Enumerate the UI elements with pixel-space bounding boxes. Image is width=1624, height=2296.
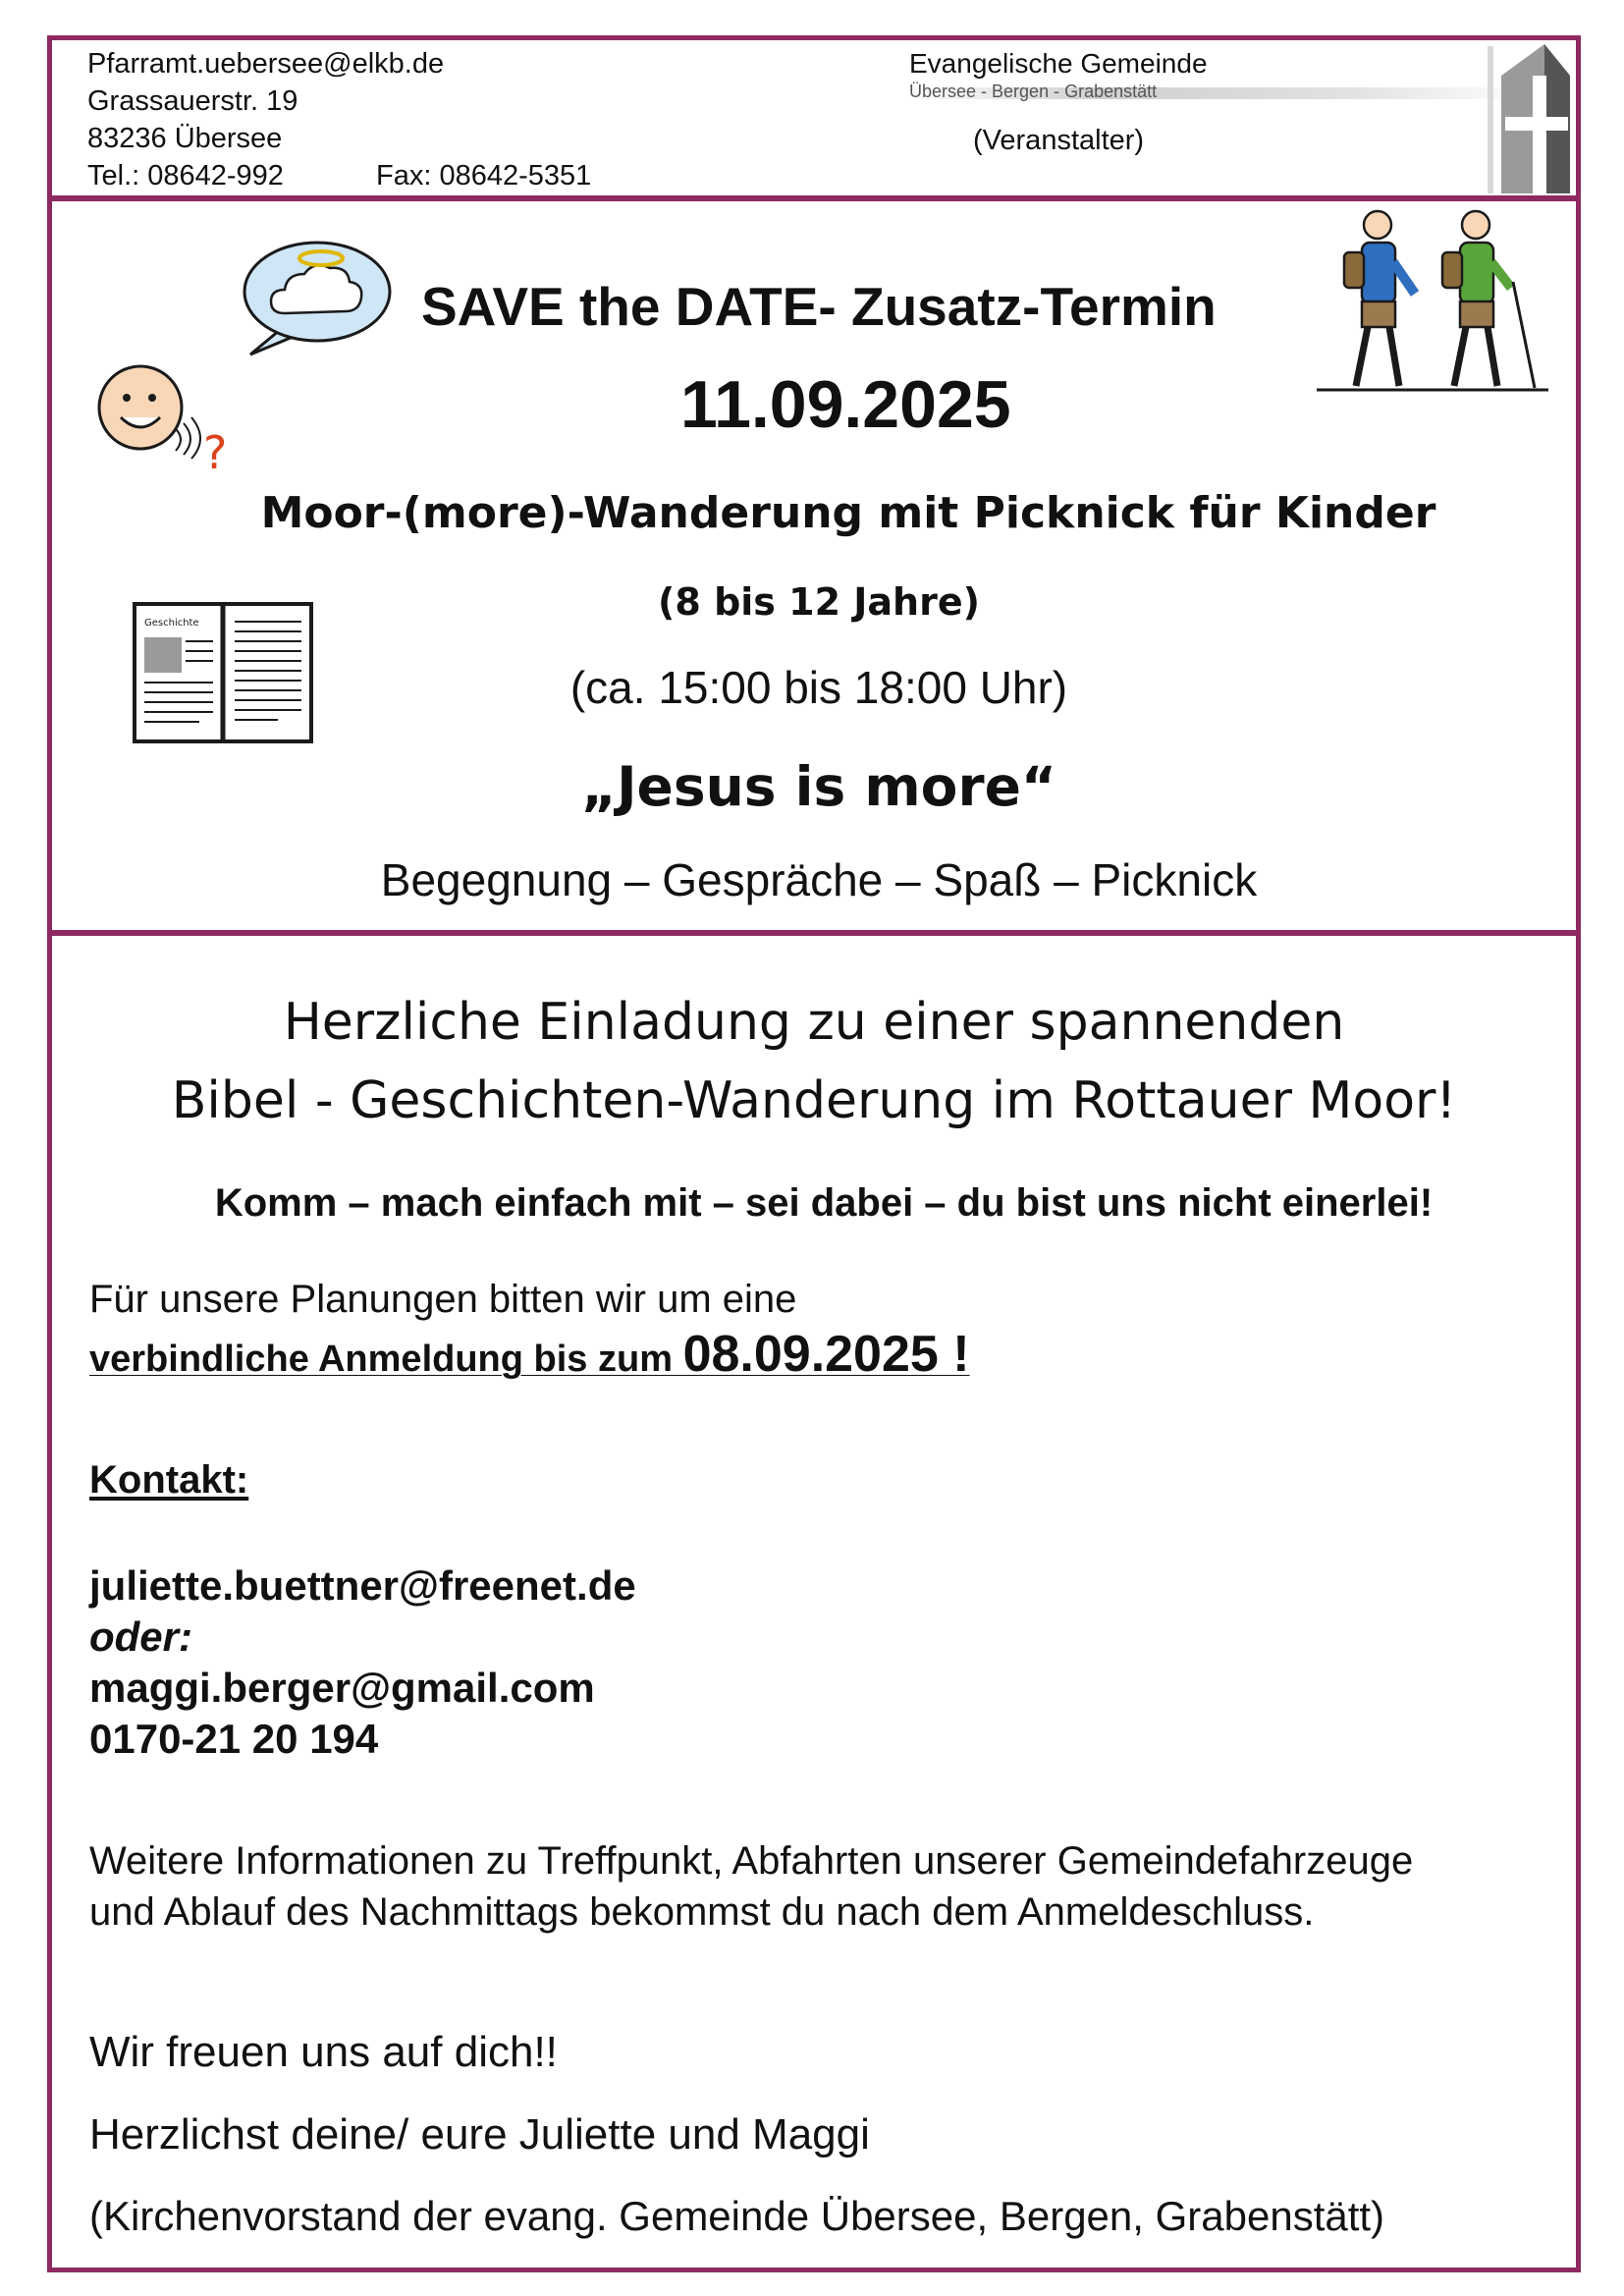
event-time: (ca. 15:00 bis 18:00 Uhr) (569, 662, 1068, 713)
contact-or: oder: (89, 1613, 192, 1660)
registration-date: 08.09.2025 ! (682, 1326, 970, 1383)
thought-bubble-icon (241, 237, 398, 358)
org-name: Evangelische Gemeinde (909, 48, 1208, 79)
parish-phone: Tel.: 08642-992 (87, 160, 284, 191)
event-keywords: Begegnung – Gespräche – Spaß – Picknick (380, 854, 1258, 905)
speaking-face-icon (93, 360, 241, 478)
event-ages: (8 bis 12 Jahre) (658, 580, 980, 624)
slogan: Komm – mach einfach mit – sei dabei – du bist uns nicht einerlei! (214, 1181, 1434, 1225)
invite-line-1: Herzliche Einladung zu einer spannenden (283, 993, 1345, 1052)
registration-prefix: verbindliche Anmeldung bis zum (89, 1339, 683, 1380)
event-panel (47, 196, 1581, 935)
parish-fax: Fax: 08642-5351 (376, 160, 592, 191)
invitation-panel (47, 931, 1581, 2272)
organizer-note: (Veranstalter) (973, 125, 1145, 156)
contact-email-2[interactable]: maggi.berger@gmail.com (89, 1665, 595, 1711)
event-date: 11.09.2025 (680, 367, 1011, 442)
invite-line-2: Bibel - Geschichten-Wanderung im Rottauer Moor! (171, 1071, 1457, 1130)
event-title: Moor-(more)-Wanderung mit Picknick für Kinder (260, 488, 1436, 538)
parish-city: 83236 Übersee (87, 123, 283, 154)
info-line-2: und Ablauf des Nachmittags bekommst du nach dem Anmeldeschluss. (89, 1890, 1315, 1934)
info-line-1: Weitere Informationen zu Treffpunkt, Abfahrten unserer Gemeindefahrzeuge (89, 1839, 1414, 1883)
planning-text: Für unsere Planungen bitten wir um eine (89, 1278, 797, 1321)
svg-text:?: ? (203, 426, 228, 478)
book-label: Geschichte (144, 618, 199, 629)
org-places: Übersee - Bergen - Grabenstätt (909, 82, 1158, 101)
closing-signature: Herzlichst deine/ eure Juliette und Maggi (89, 2110, 870, 2159)
hikers-icon (1317, 203, 1552, 400)
closing-affiliation: (Kirchenvorstand der evang. Gemeinde Übersee, Bergen, Grabenstätt) (89, 2193, 1385, 2239)
contact-email-1[interactable]: juliette.buettner@freenet.de (89, 1562, 636, 1609)
contact-heading: Kontakt: (89, 1458, 249, 1502)
letterhead (47, 35, 1581, 200)
registration-deadline (89, 1325, 970, 1384)
contact-phone[interactable]: 0170-21 20 194 (89, 1716, 379, 1762)
parish-email: Pfarramt.uebersee@elkb.de (87, 48, 445, 80)
parish-street: Grassauerstr. 19 (87, 85, 298, 117)
closing-greeting: Wir freuen uns auf dich!! (89, 2028, 558, 2076)
save-the-date-heading: SAVE the DATE- Zusatz-Termin (421, 276, 1217, 337)
event-motto: „Jesus is more“ (580, 755, 1057, 818)
church-logo-icon (1484, 36, 1582, 203)
